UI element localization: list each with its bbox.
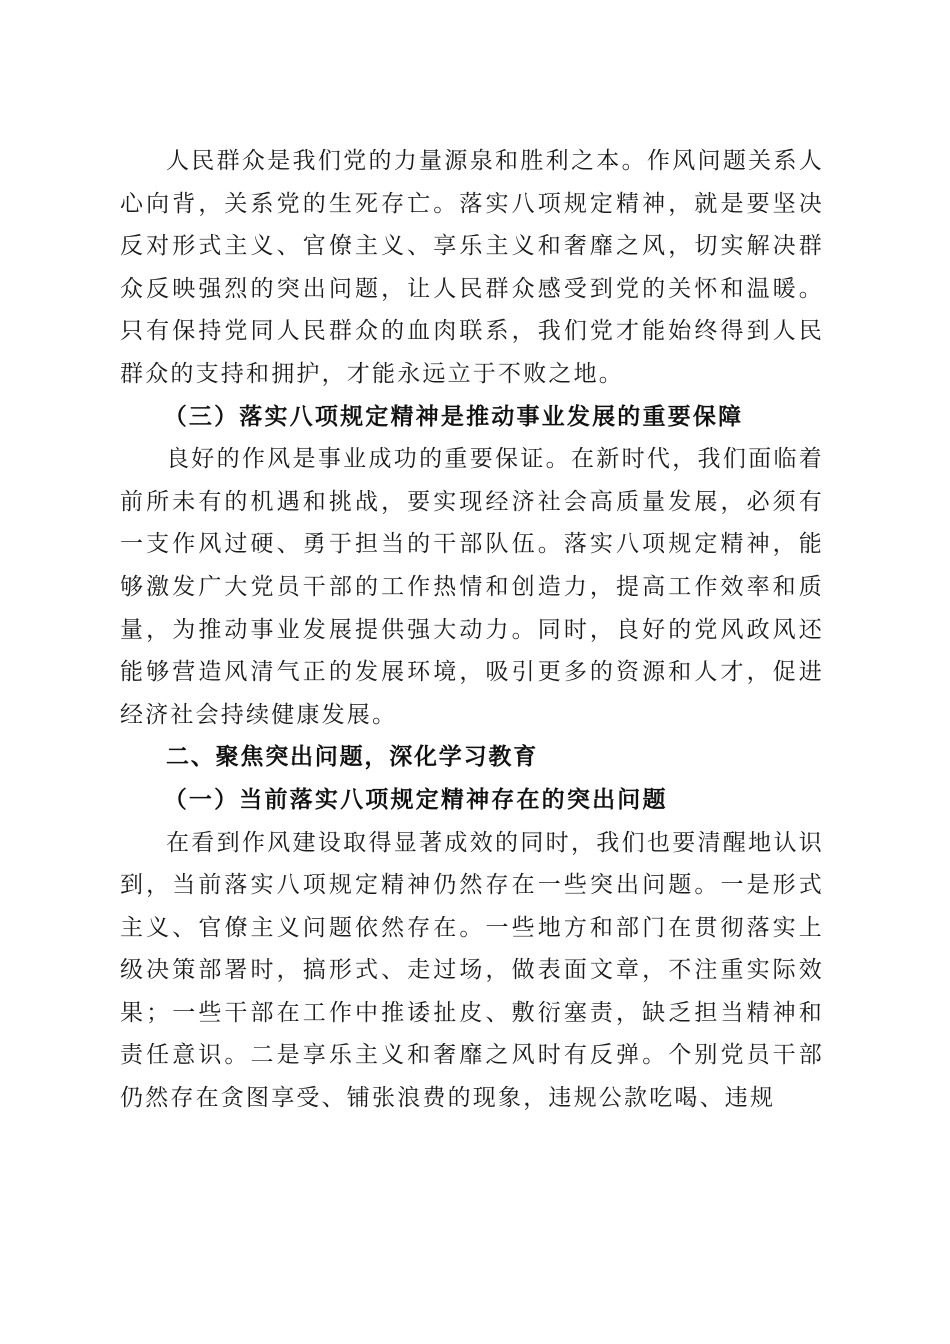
subheading-current-problems: （一）当前落实八项规定精神存在的突出问题 [163, 785, 668, 813]
document-body [120, 140, 824, 1120]
section-heading-focus-problems: 二、聚焦突出问题，深化学习教育 [166, 744, 538, 771]
body-paragraph-development: 良好的作风是事业成功的重要保证。在新时代，我们面临着前所未有的机遇和挑战，要实现经济社会高质量发展，必须有一支作风过硬、勇于担当的干部队伍。落实八项规定精神，能够激发广大党员干部的工作热情和创造力，提高工作效率和质量，为推动事业发展提供强大动力。同时，良好的党风政风还能够营造风清气正的发展环境，吸引更多的资源和人才，促进经济社会持续健康发展。 [120, 446, 824, 728]
body-paragraph-people: 人民群众是我们党的力量源泉和胜利之本。作风问题关系人心向背，关系党的生死存亡。落实八项规定精神，就是要坚决反对形式主义、官僚主义、享乐主义和奢靡之风，切实解决群众反映强烈的突出问题，让人民群众感受到党的关怀和温暖。只有保持党同人民群众的血肉联系，我们党才能始终得到人民群众的支持和拥护，才能永远立于不败之地。 [120, 148, 824, 387]
body-paragraph-problems: 在看到作风建设取得显著成效的同时，我们也要清醒地认识到，当前落实八项规定精神仍然存在一些突出问题。一是形式主义、官僚主义问题依然存在。一些地方和部门在贯彻落实上级决策部署时，搞形式、走过场，做表面文章，不注重实际效果；一些干部在工作中推诿扯皮、敷衍塞责，缺乏担当精神和责任意识。二是享乐主义和奢靡之风时有反弹。个别党员干部仍然存在贪图享受、铺张浪费的现象，违规公款吃喝、违规 [120, 829, 824, 1112]
subheading-guarantee: （三）落实八项规定精神是推动事业发展的重要保障 [163, 402, 744, 430]
